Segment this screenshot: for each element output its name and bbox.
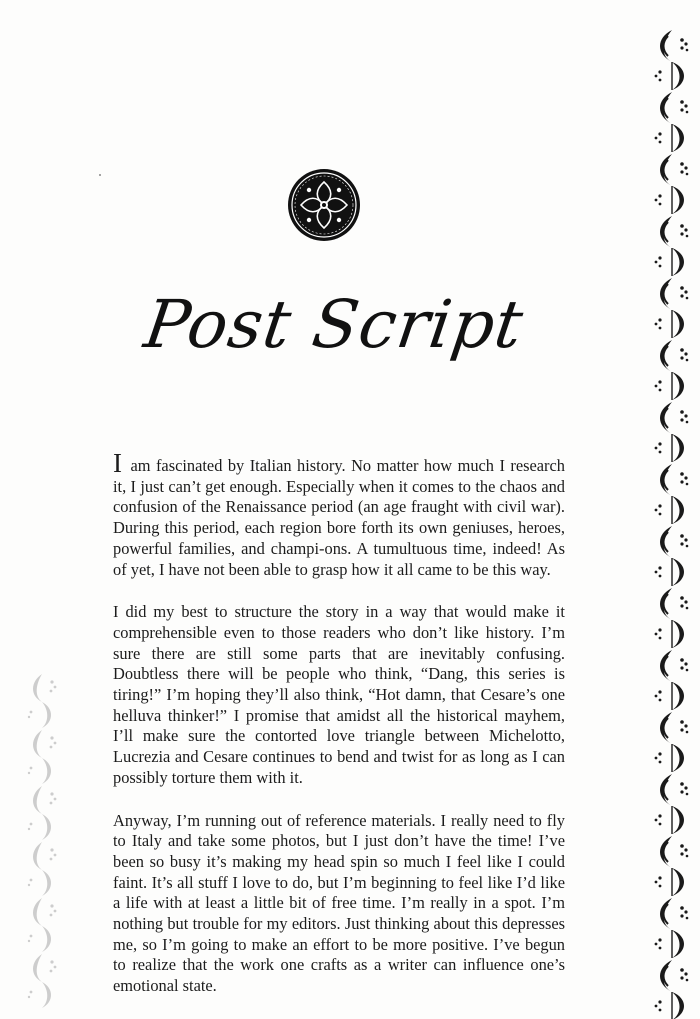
paragraph-1-text: am fascinated by Italian history. No matter how much I research it, I just can’t get enough. Especially when it comes to the chaos and confusion of the Renaissance period (an age fraught with civil war). During this period, each region bore forth its own geniuses, heroes, powerful families, and champi-ons. A tumultuous time, indeed! As of yet, I have not been able to grasp how it all came to be this way. [113, 456, 565, 579]
page-title: Post Script [139, 286, 529, 363]
floral-vine-border-icon [642, 28, 700, 1019]
paragraph-1 [113, 448, 565, 580]
body-text [113, 448, 565, 997]
medallion-ornament-icon [287, 168, 361, 242]
scan-speck [99, 174, 101, 176]
paragraph-2: I did my best to structure the story in a way that would make it comprehensible even to those readers who don’t like history. I’m sure there are still some parts that are inevitably confusing. Doubtless there will be people who think, “Dang, this series is tiring!” I’m hoping they’ll also think, “Hot damn, that Cesare’s one helluva thinker!” I promise that amidst all the historical mayhem, I’ll make sure the contorted love triangle between Michelotto, Lucrezia and Cesare continues to bend and twist for as long as I can possibly torture them with it. [113, 602, 565, 787]
drop-cap: I [113, 448, 122, 478]
paragraph-3: Anyway, I’m running out of reference materials. I really need to fly to Italy and take some photos, but I just don’t have the time! I’ve been so busy it’s making my head spin so much I feel like I could faint. It’s all stuff I love to do, but I’m beginning to feel like I’d like a life with at least a little bit of free time. I’m really in a spot. I’m nothing but trouble for my editors. Just thinking about this depresses me, so I’m going to make an effort to be more positive. I’ve begun to realize that the work one crafts as a writer can influence one’s emotional state. [113, 810, 565, 996]
faded-floral-border-icon [22, 672, 64, 1019]
